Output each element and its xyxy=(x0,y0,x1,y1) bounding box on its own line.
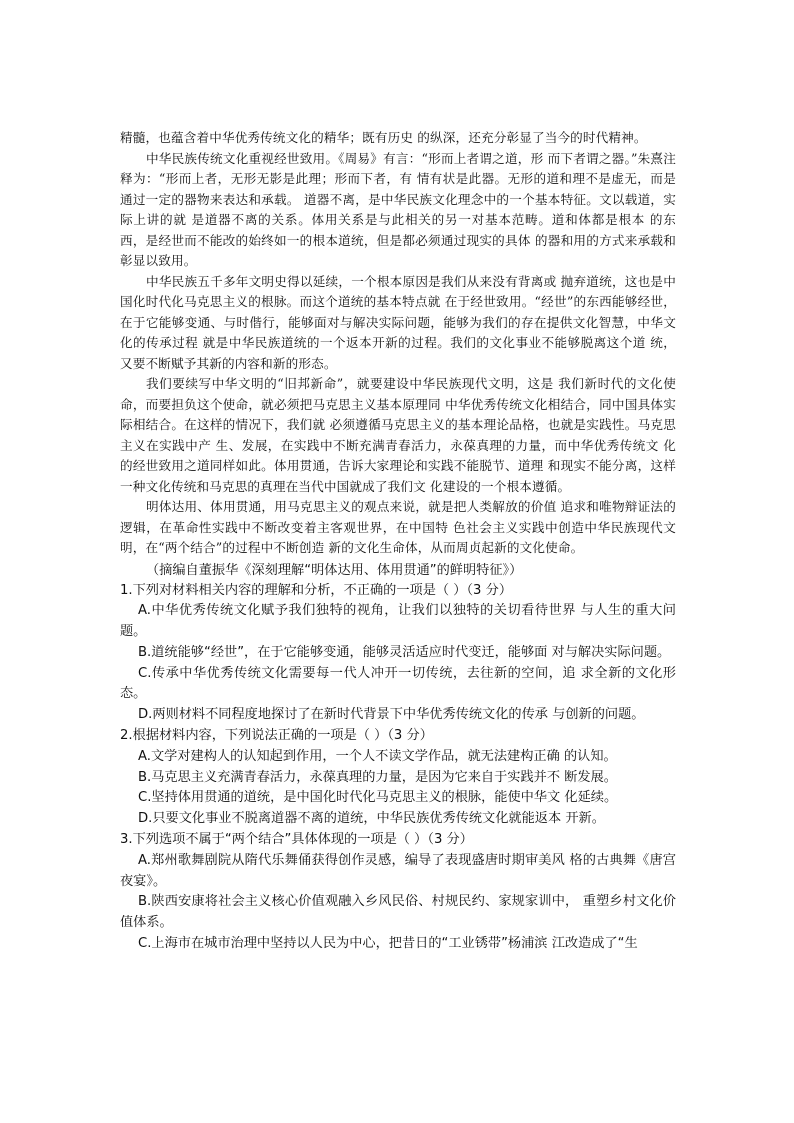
question-1-stem: 1.下列对材料相关内容的理解和分析，不正确的一项是（ ）（3 分） xyxy=(120,582,513,598)
reading-passage xyxy=(120,128,676,581)
passage-paragraph-3: 中华民族五千多年文明史得以延续，一个根本原因是我们从来没有背离或 抛弃道统，这也是中国化时代化马克思主义的根脉。而这个道统的基本特点就 在于经世致用。“经世”的东西能够经世，在于它能够变通、与时偕行，能够面对与解决实际问题，能够为我们的存在提供文化智慧，中华文化的传承过程 就是中华民族道统的一个返本开新的过程。我们的文化事业不能够脱离这个道 统，又要不断赋予其新的内容和新的形态。 xyxy=(120,273,676,371)
question-3-option-a: A.郑州歌舞剧院从隋代乐舞俑获得创作灵感，编导了表现盛唐时期审美风 格的古典舞《唐宫夜宴》。 xyxy=(120,852,676,889)
question-3-option-b: B.陕西安康将社会主义核心价值观融入乡风民俗、村规民约、家规家训中， 重塑乡村文化价值体系。 xyxy=(120,894,676,931)
question-2-option-a: A.文学对建构人的认知起到作用，一个人不读文学作品，就无法建构正确 的认知。 xyxy=(138,748,617,764)
question-3-option-c: C.上海市在城市治理中坚持以人民为中心，把昔日的“工业锈带”杨浦滨 江改造成了“生 xyxy=(138,936,638,952)
question-1-option-b: B.道统能够“经世”，在于它能够变通，能够灵活适应时代变迁，能够面 对与解决实际问题。 xyxy=(138,644,671,660)
question-1-option-a: A.中华优秀传统文化赋予我们独特的视角，让我们以独特的关切看待世界 与人生的重大问题。 xyxy=(120,603,676,640)
question-2 xyxy=(120,726,676,830)
passage-paragraph-2: 中华民族传统文化重视经世致用。《周易》有言：“形而上者谓之道，形 而下者谓之器。”朱熹注释为：“形而上者，无形无影是此理；形而下者，有 情有状是此器。无形的道和理不是虚无，而是通过一定的器物来表达和承载。 道器不离，是中华民族文化理念中的一个基本特征。文以载道，实际上讲的就 是道器不离的关系。体用关系是与此相关的另一对基本范畴。道和体都是根本 的东西，是经世而不能改的始终如一的根本道统，但是都必须通过现实的具体 的器和用的方式来承载和彰显以致用。 xyxy=(120,150,676,268)
passage-paragraph-1: 精髓，也蕴含着中华优秀传统文化的精华；既有历史 的纵深，还充分彰显了当今的时代精神。 xyxy=(120,130,647,145)
passage-paragraph-5: 明体达用、体用贯通，用马克思主义的观点来说，就是把人类解放的价值 追求和唯物辩证法的逻辑，在革命性实践中不断改变着主客观世界，在中国特 色社会主义实践中创造中华民族现代文明，在“两个结合”的过程中不断创造 新的文化生命体，从而周贞起新的文化使命。 xyxy=(120,499,676,555)
question-3-stem: 3.下列选项不属于“两个结合”具体体现的一项是（ ）（3 分） xyxy=(120,832,473,848)
passage-source-citation: （摘编自董振华《深刻理解“明体达用、体用贯通”的鲜明特征》） xyxy=(146,562,523,578)
question-1-option-c: C.传承中华优秀传统文化需要每一代人冲开一切传统，去往新的空间，追 求全新的文化形态。 xyxy=(120,665,676,702)
question-2-stem: 2.根据材料内容，下列说法正确的一项是（ ）（3 分） xyxy=(120,728,433,744)
question-2-option-b: B.马克思主义充满青春活力，永葆真理的力量，是因为它来自于实践并不 断发展。 xyxy=(138,769,617,785)
question-1-option-d: D.两则材料不同程度地探讨了在新时代背景下中华优秀传统文化的传承 与创新的问题。 xyxy=(138,707,645,723)
passage-paragraph-4: 我们要续写中华文明的“旧邦新命”，就要建设中华民族现代文明，这是 我们新时代的文化使命，而要担负这个使命，就必须把马克思主义基本原理同 中华优秀传统文化相结合，同中国具体实际相结合。在这样的情况下，我们就 必须遵循马克思主义的基本理论品格，也就是实践性。马克思主义在实践中产 生、发展，在实践中不断充满青春活力，永葆真理的力量，而中华优秀传统文 化的经世致用之道同样如此。体用贯通，告诉大家理论和实践不能脱节、道理 和现实不能分离，这样一种文化传统和马克思的真理在当代中国就成了我们文 化建设的一个根本遵循。 xyxy=(120,376,676,494)
question-1 xyxy=(120,581,676,727)
question-3 xyxy=(120,830,676,955)
page-content xyxy=(120,128,676,955)
question-2-option-c: C.坚持体用贯通的道统，是中国化时代化马克思主义的根脉，能使中华文 化延续。 xyxy=(138,790,618,806)
question-2-option-d: D.只要文化事业不脱离道器不离的道统，中华民族优秀传统文化就能返本 开新。 xyxy=(138,811,605,827)
